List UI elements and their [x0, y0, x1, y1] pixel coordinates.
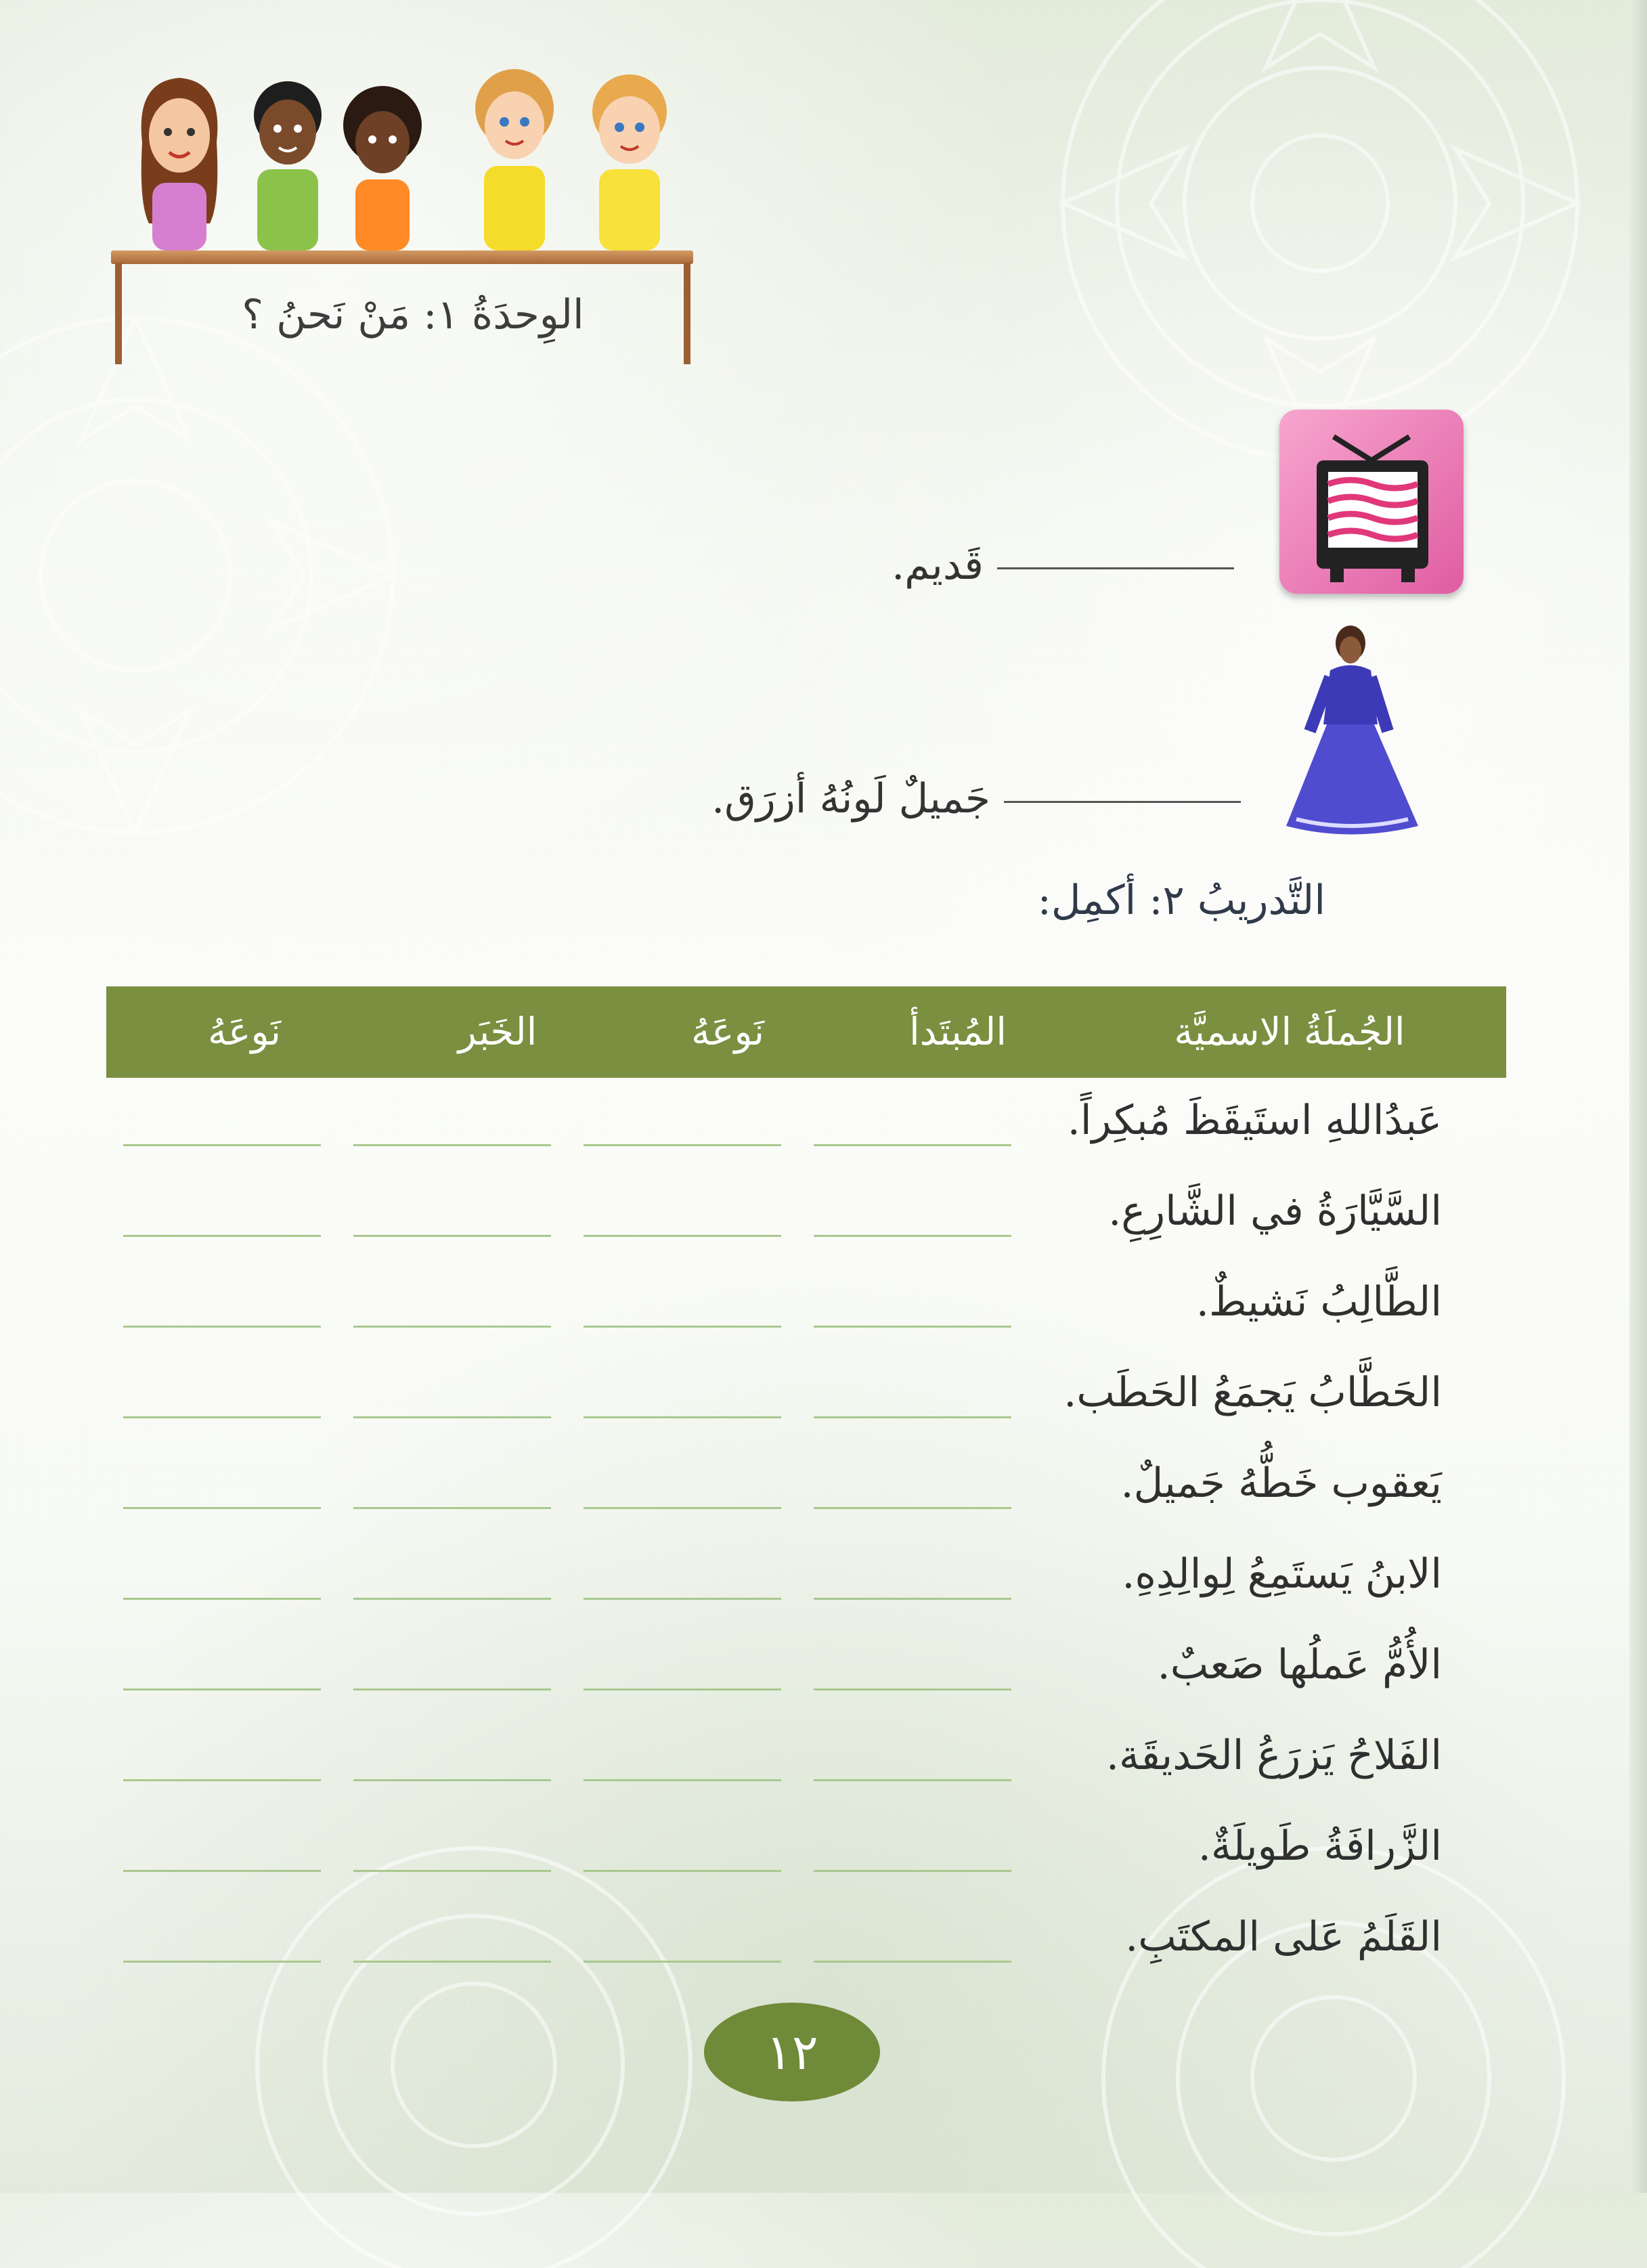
answer-blank-subject[interactable]	[814, 1870, 1011, 1872]
answer-blank-predicate-type[interactable]	[123, 1507, 321, 1509]
table-row	[106, 1174, 1506, 1265]
sentence-text: القَلَمُ عَلى المكتَبِ.	[1125, 1913, 1442, 1961]
exercise2-title: التَّدريبُ ٢: أكمِل:	[1037, 877, 1325, 924]
answer-blank-predicate-type[interactable]	[123, 1144, 321, 1146]
answer-blank-predicate[interactable]	[353, 1235, 551, 1237]
desk-top	[111, 250, 693, 264]
answer-blank-predicate-type[interactable]	[123, 1779, 321, 1781]
girl-brown-hair-icon	[129, 68, 230, 250]
exercise1-item-2	[711, 775, 1241, 823]
answer-blank-predicate-type[interactable]	[123, 1688, 321, 1691]
answer-blank-subject-type[interactable]	[584, 1326, 781, 1328]
answer-blank-subject[interactable]	[814, 1961, 1011, 1963]
item-text: قَديم.	[892, 542, 984, 589]
page-number-badge: ١٢	[704, 2003, 880, 2101]
table-row	[106, 1537, 1506, 1628]
answer-blank-predicate[interactable]	[353, 1961, 551, 1963]
television-icon	[1279, 410, 1464, 594]
answer-blank-subject-type[interactable]	[584, 1416, 781, 1418]
answer-blank-predicate[interactable]	[353, 1598, 551, 1600]
answer-blank-subject[interactable]	[814, 1688, 1011, 1691]
answer-blank-subject[interactable]	[814, 1598, 1011, 1600]
page-spine	[1629, 0, 1647, 2193]
sentence-text: عَبدُاللهِ استَيقَظَ مُبكِراً.	[1067, 1097, 1442, 1144]
answer-blank-predicate-type[interactable]	[123, 1235, 321, 1237]
answer-blank-subject-type[interactable]	[584, 1144, 781, 1146]
television-card	[1279, 410, 1464, 594]
sentence-text: السَّيَّارَةُ في الشَّارِعِ.	[1108, 1187, 1442, 1235]
answer-blank-predicate[interactable]	[353, 1416, 551, 1418]
answer-blank-subject[interactable]	[814, 1326, 1011, 1328]
table-header	[106, 986, 1506, 1078]
sentence-text: الحَطَّابُ يَجمَعُ الحَطَب.	[1063, 1369, 1442, 1416]
unit-header	[108, 61, 704, 366]
answer-blank-subject-type[interactable]	[584, 1507, 781, 1509]
girl-curly-hair-icon	[338, 81, 426, 250]
answer-blank-subject-type[interactable]	[584, 1870, 781, 1872]
answer-blank-predicate[interactable]	[353, 1507, 551, 1509]
header-nominal-sentence: الجُملَةُ الاسميَّة	[1174, 1010, 1405, 1054]
sentence-text: يَعقوب خَطُّهُ جَميلٌ.	[1120, 1460, 1442, 1507]
answer-blank-subject-type[interactable]	[584, 1235, 781, 1237]
answer-blank-subject[interactable]	[814, 1144, 1011, 1146]
header-subject: المُبتَدأ	[909, 1010, 1007, 1054]
table-row	[106, 1446, 1506, 1537]
girl-blonde-icon	[467, 61, 562, 250]
answer-blank-subject-type[interactable]	[584, 1688, 781, 1691]
table-row	[106, 1265, 1506, 1355]
sentence-text: الابنُ يَستَمِعُ لِوالِدِهِ.	[1122, 1550, 1442, 1598]
table-row	[106, 1083, 1506, 1174]
answer-blank-subject[interactable]	[814, 1779, 1011, 1781]
answer-blank-subject-type[interactable]	[584, 1598, 781, 1600]
answer-blank-predicate[interactable]	[353, 1688, 551, 1691]
boy-blonde-icon	[582, 68, 677, 250]
answer-blank-subject[interactable]	[814, 1507, 1011, 1509]
answer-blank-predicate[interactable]	[353, 1779, 551, 1781]
answer-blank-predicate[interactable]	[353, 1144, 551, 1146]
boy-dark-hair-icon	[244, 74, 332, 250]
table-row	[106, 1718, 1506, 1809]
table-row	[106, 1355, 1506, 1446]
answer-blank-predicate-type[interactable]	[123, 1416, 321, 1418]
header-predicate-type: نَوعَهُ	[208, 1010, 281, 1054]
sentence-text: الزَّرافَةُ طَويلَةٌ.	[1198, 1823, 1442, 1870]
answer-blank-predicate-type[interactable]	[123, 1326, 321, 1328]
answer-blank-predicate[interactable]	[353, 1326, 551, 1328]
answer-blank-subject[interactable]	[814, 1416, 1011, 1418]
exercise1-item-1	[892, 542, 1234, 589]
header-subject-type: نَوعَهُ	[691, 1010, 764, 1054]
sentence-text: الطَّالِبُ نَشيطٌ.	[1195, 1278, 1442, 1326]
answer-blank[interactable]	[1004, 800, 1241, 803]
answer-blank[interactable]	[997, 567, 1234, 569]
answer-blank-subject[interactable]	[814, 1235, 1011, 1237]
unit-title: الوِحدَةُ ١: مَنْ نَحنُ ؟	[242, 291, 584, 339]
header-predicate: الخَبَر	[458, 1010, 537, 1054]
table-row	[106, 1900, 1506, 1990]
table-row	[106, 1809, 1506, 1900]
answer-blank-subject-type[interactable]	[584, 1961, 781, 1963]
answer-blank-predicate-type[interactable]	[123, 1598, 321, 1600]
answer-blank-subject-type[interactable]	[584, 1779, 781, 1781]
answer-blank-predicate[interactable]	[353, 1870, 551, 1872]
dress-woman-icon	[1283, 623, 1439, 846]
answer-blank-predicate-type[interactable]	[123, 1961, 321, 1963]
desk-leg-left	[115, 263, 122, 364]
answer-blank-predicate-type[interactable]	[123, 1870, 321, 1872]
sentence-text: الفَلاحُ يَزرَعُ الحَديقَة.	[1105, 1732, 1442, 1779]
exercise-table-body	[106, 1083, 1506, 1990]
item-text: جَميلٌ لَونُهُ أزرَق.	[711, 775, 990, 823]
sentence-text: الأُمُّ عَملُها صَعبٌ.	[1157, 1641, 1442, 1688]
table-row	[106, 1628, 1506, 1718]
